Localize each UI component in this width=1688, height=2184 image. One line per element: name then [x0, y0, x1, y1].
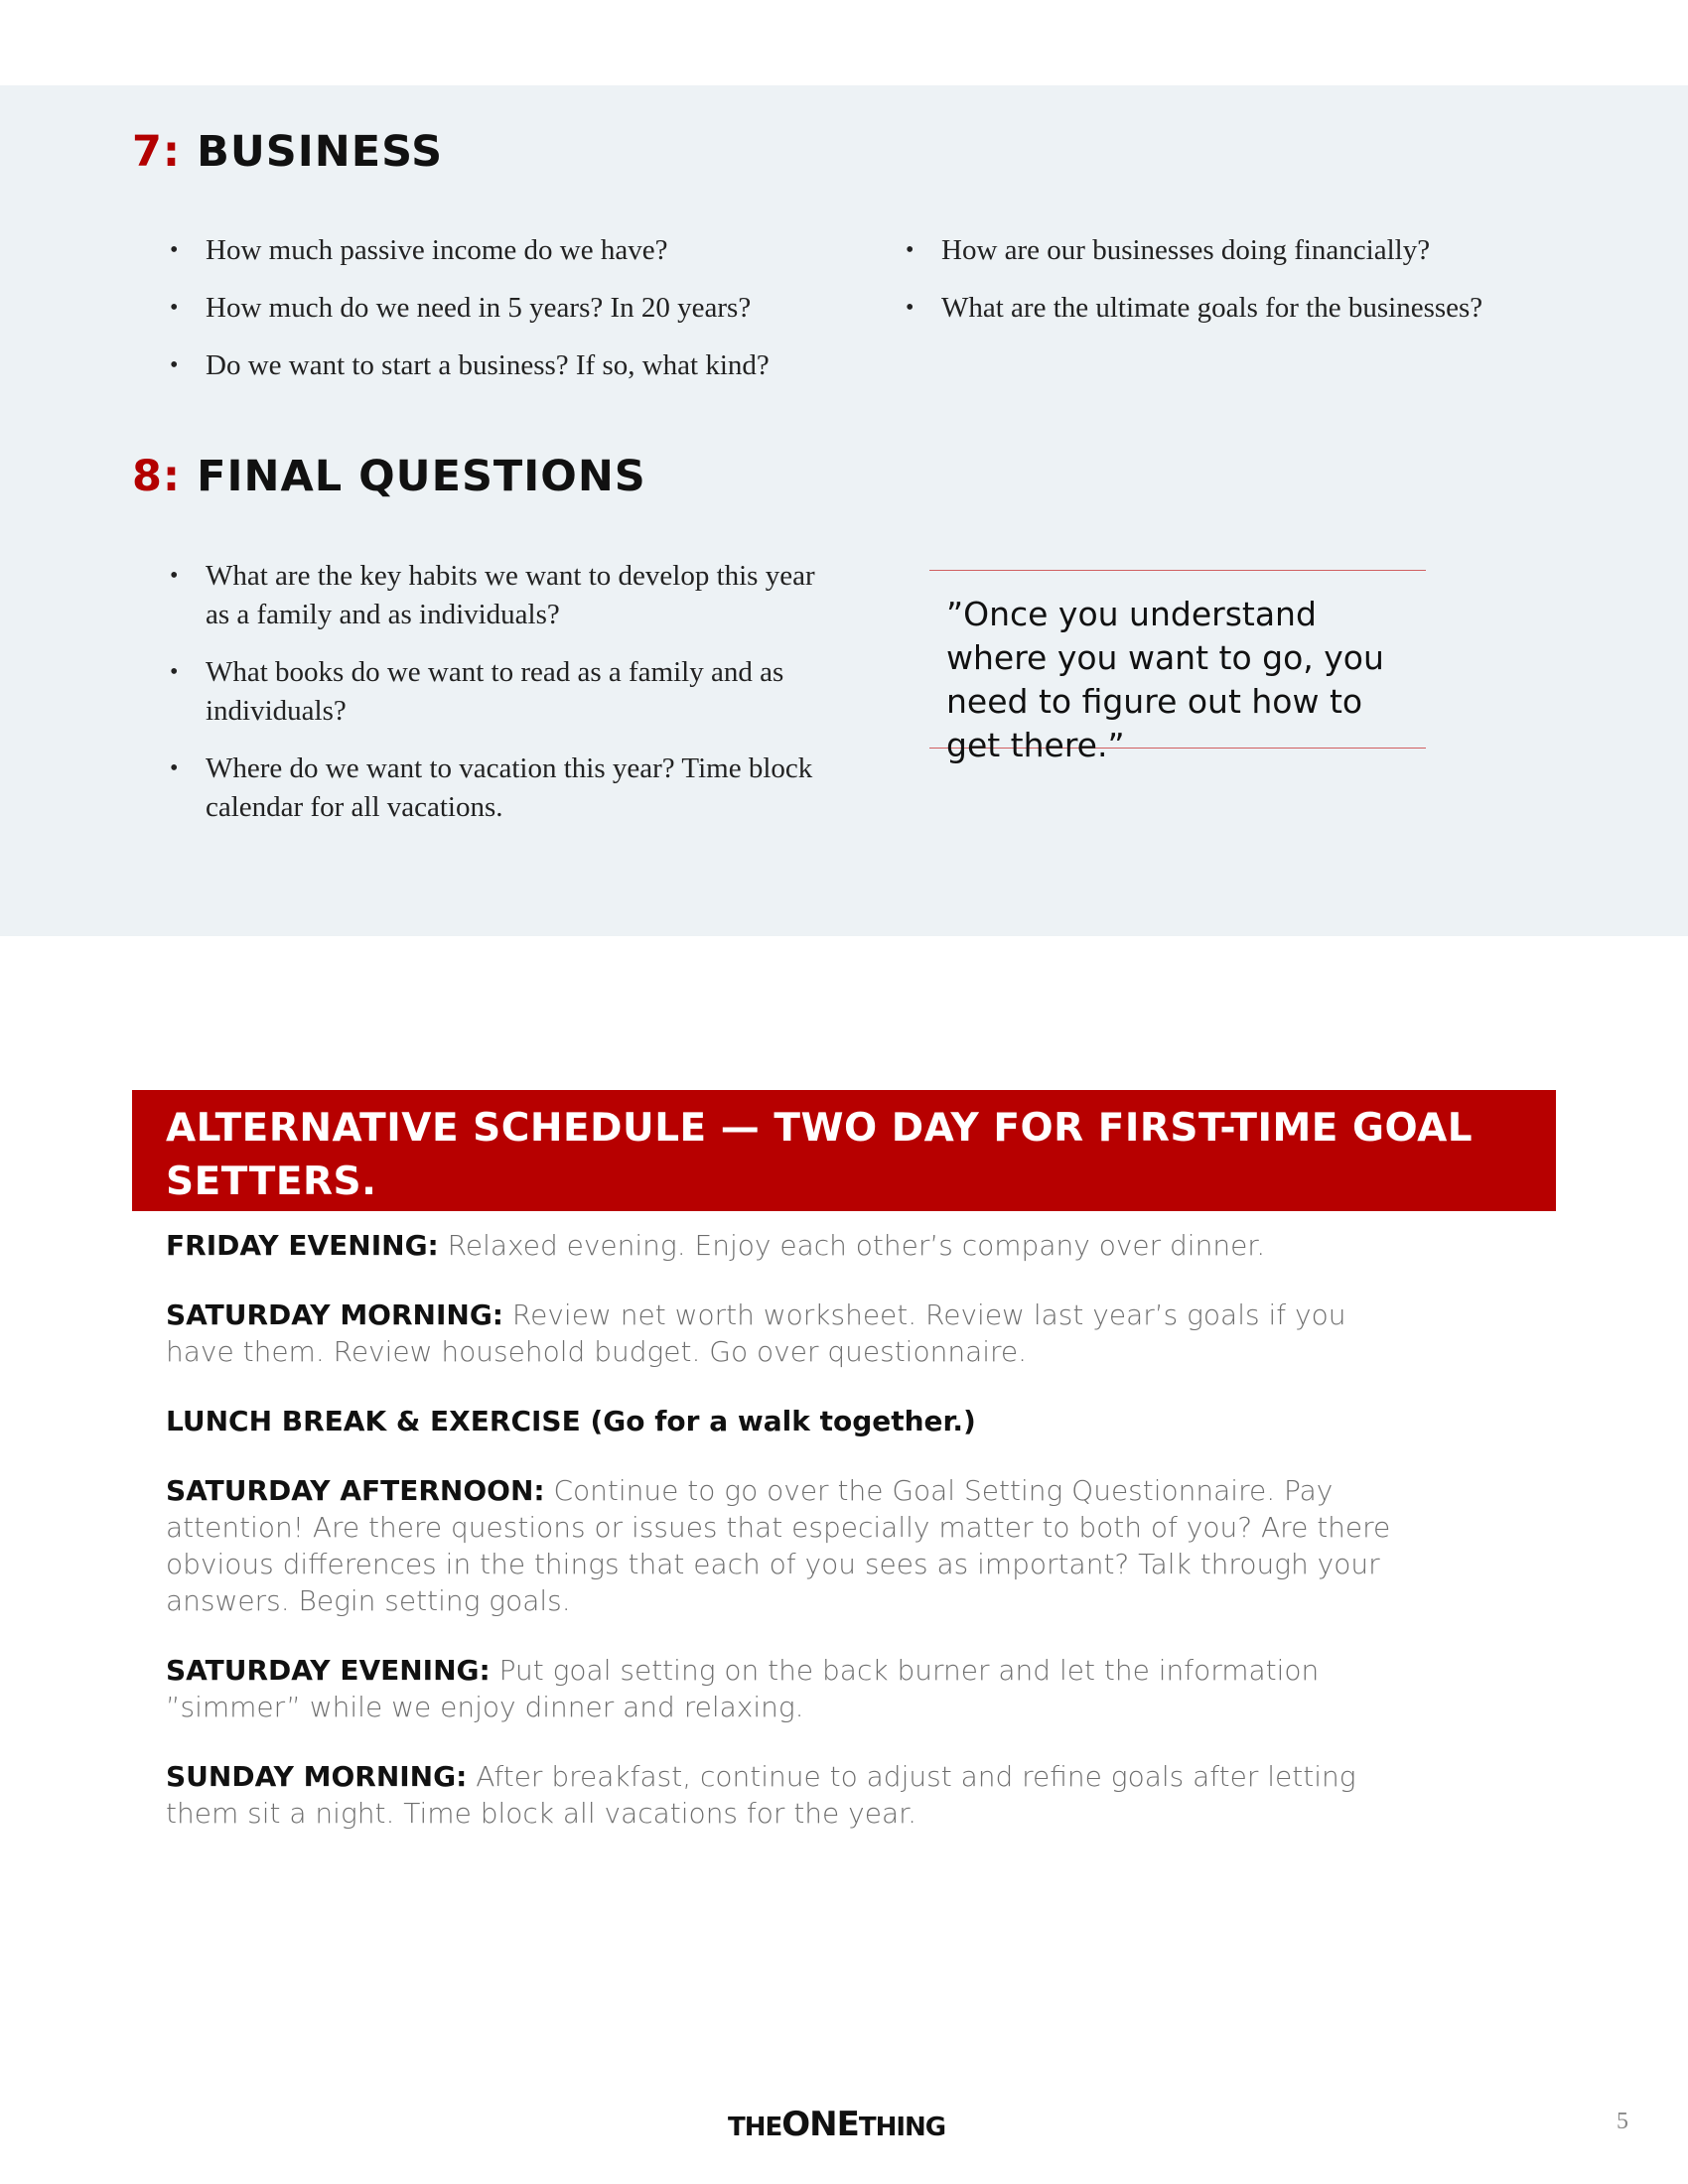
list-item: • What books do we want to read as a family and as individuals?	[166, 653, 841, 731]
schedule-item-label: LUNCH BREAK & EXERCISE (Go for a walk together.)	[166, 1405, 976, 1437]
final-questions-list	[166, 557, 841, 846]
schedule-item	[166, 1758, 1397, 1832]
schedule-banner	[132, 1090, 1556, 1211]
business-questions-left	[166, 231, 841, 404]
list-item: • What are the key habits we want to develop this year as a family and as individuals?	[166, 557, 841, 634]
section-title-text: FINAL QUESTIONS	[197, 452, 646, 501]
schedule-item-label: FRIDAY EVENING:	[166, 1229, 439, 1262]
list-item: • How much passive income do we have?	[166, 231, 841, 270]
schedule-item-text: After breakfast, continue to adjust and refine goals after letting them sit a night. Time block all vacations for the year.	[166, 1760, 1356, 1830]
schedule-item-text: Continue to go over the Goal Setting Questionnaire. Pay attention! Are there questions or issues that especially matter to both of you? Are there obvious differences in the things that each of you sees as important? Talk through your answers. Begin setting goals.	[166, 1474, 1391, 1617]
list-item: • Where do we want to vacation this year? Time block calendar for all vacations.	[166, 750, 841, 827]
section-title-final-questions	[132, 452, 646, 501]
logo-main: ONE	[781, 2105, 859, 2144]
section-title-business	[132, 127, 443, 177]
schedule-item	[166, 1472, 1397, 1619]
schedule-item-label: SATURDAY MORNING:	[166, 1298, 504, 1331]
schedule-item	[166, 1297, 1397, 1370]
business-questions-right	[902, 231, 1617, 346]
section-number: 8:	[132, 452, 182, 501]
list-item: • Do we want to start a business? If so, what kind?	[166, 346, 841, 385]
schedule-item	[166, 1652, 1397, 1725]
schedule-item-text: Relaxed evening. Enjoy each other’s company over dinner.	[438, 1229, 1266, 1262]
schedule-item-text: Review net worth worksheet. Review last year’s goals if you have them. Review household budget. Go over questionnaire.	[166, 1298, 1346, 1368]
schedule-item	[166, 1227, 1397, 1264]
schedule-list	[166, 1227, 1397, 1864]
schedule-item-label: SATURDAY AFTERNOON:	[166, 1474, 545, 1507]
logo-pre: THE	[728, 2113, 782, 2142]
section-number: 7:	[132, 127, 182, 177]
pull-quote	[929, 570, 1426, 764]
list-item: • How are our businesses doing financially?	[902, 231, 1617, 270]
schedule-banner-title: ALTERNATIVE SCHEDULE — TWO DAY FOR FIRST-TIME GOAL SETTERS.	[166, 1106, 1474, 1204]
schedule-item-label: SUNDAY MORNING:	[166, 1760, 468, 1793]
page-number: 5	[1617, 2109, 1628, 2134]
schedule-item-text: Put goal setting on the back burner and let the information ”simmer” while we enjoy dinner and relaxing.	[166, 1654, 1320, 1723]
list-item: • What are the ultimate goals for the businesses?	[902, 289, 1617, 328]
schedule-item	[166, 1403, 1397, 1439]
section-title-text: BUSINESS	[197, 127, 444, 177]
the-one-thing-logo	[728, 2105, 945, 2144]
pull-quote-text: ”Once you understand where you want to go, you need to figure out how to get there.”	[946, 595, 1384, 764]
logo-post: THING	[858, 2113, 946, 2142]
list-item: • How much do we need in 5 years? In 20 years?	[166, 289, 841, 328]
schedule-item-label: SATURDAY EVENING:	[166, 1654, 491, 1687]
